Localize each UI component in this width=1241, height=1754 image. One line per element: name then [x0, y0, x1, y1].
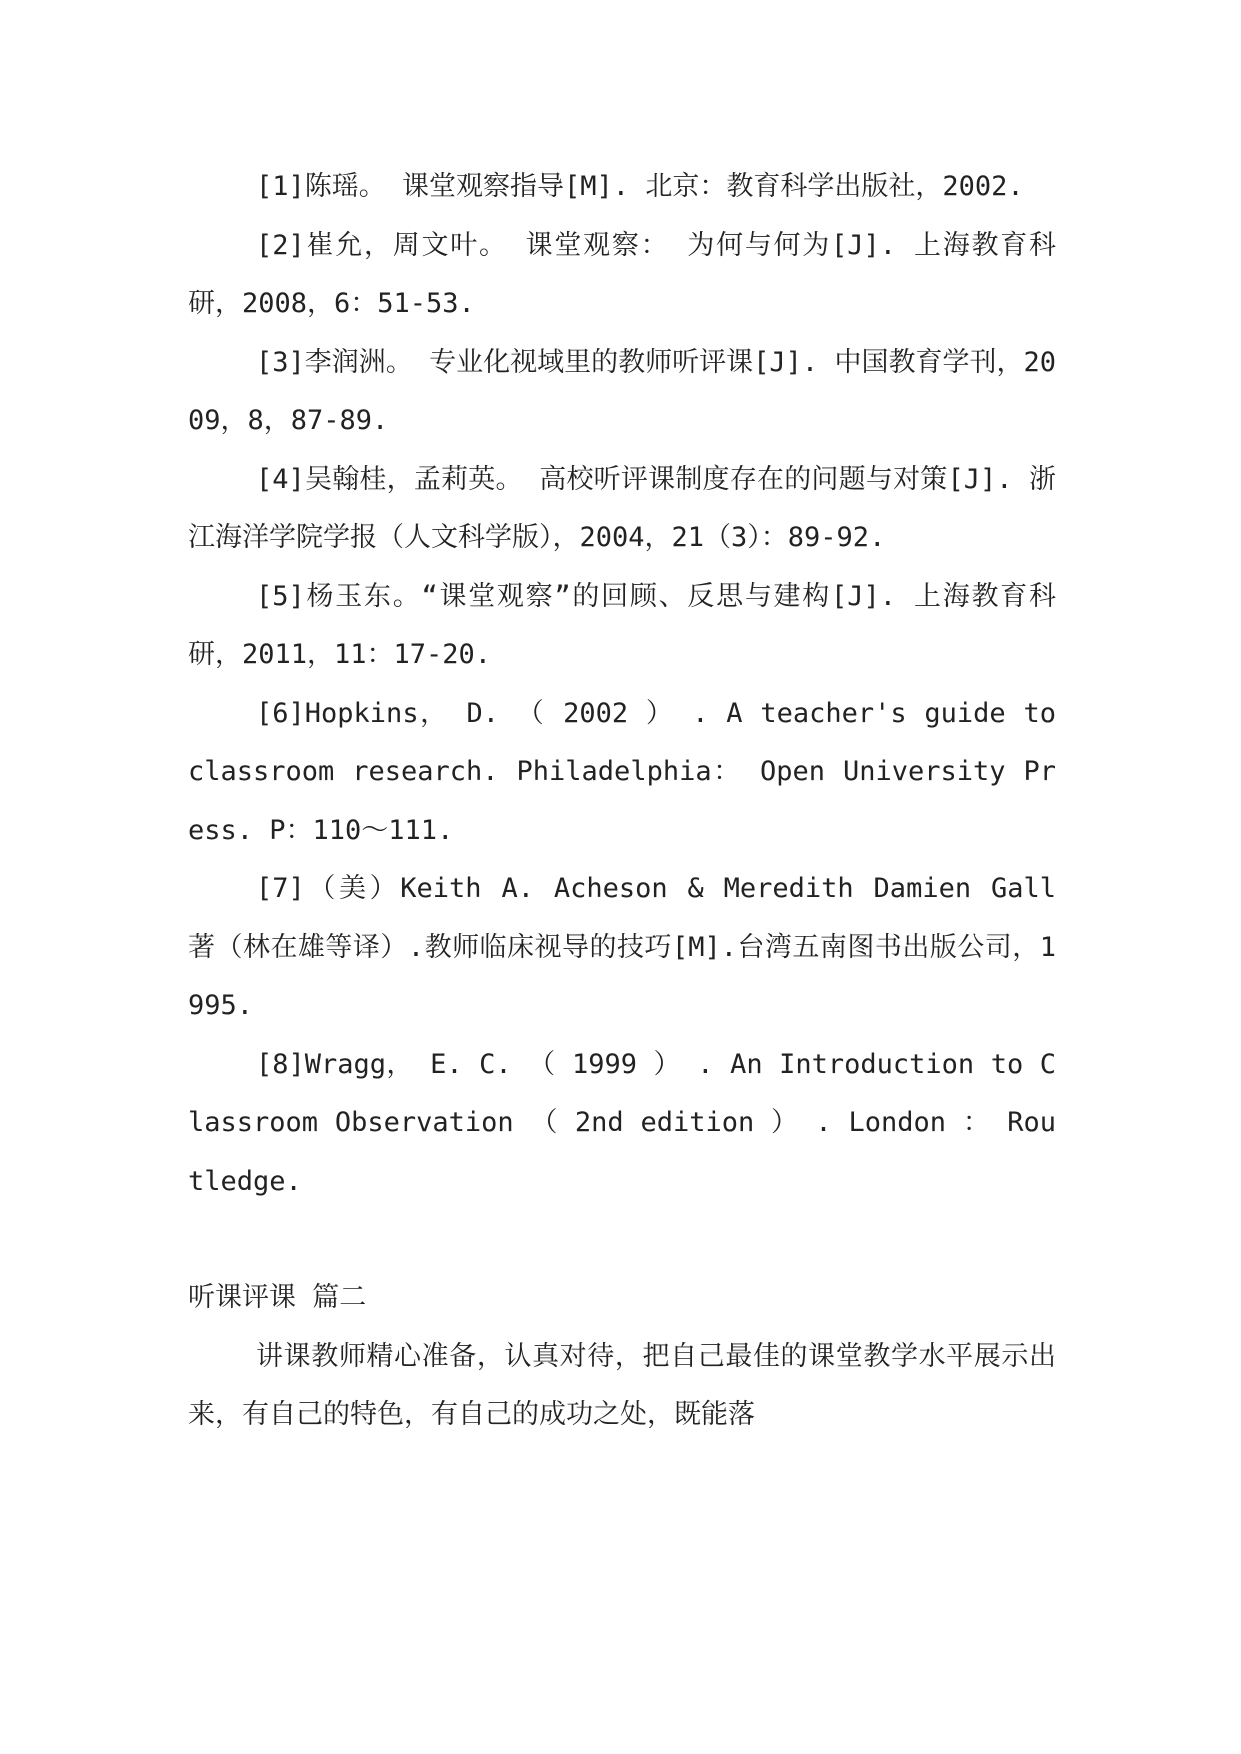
- reference-text: 陈瑶。 课堂观察指导[M]. 北京：教育科学出版社，2002.: [304, 171, 1024, 202]
- reference-text: 李润洲。 专业化视域里的教师听评课[J]. 中国教育学刊，2009，8，87-89.: [188, 346, 1056, 436]
- reference-text: （美）Keith A. Acheson & Meredith Damien Gall 著（林在雄等译）.教师临床视导的技巧[M].台湾五南图书出版公司，1995.: [188, 873, 1056, 1021]
- reference-number: [6]: [256, 697, 305, 729]
- reference-item: [188, 217, 1056, 334]
- reference-text: Hopkins， D. （ 2002 ） . A teacher's guide to classroom research. Philadelphia： Open University Press. P：110～111.: [188, 697, 1056, 846]
- reference-item: [188, 158, 1056, 217]
- section-title: 听课评课 篇二: [188, 1282, 367, 1313]
- reference-item: [188, 334, 1056, 451]
- document-body: [188, 158, 1056, 1445]
- reference-number: [3]: [256, 346, 305, 378]
- reference-text: 崔允，周文叶。 课堂观察： 为何与何为[J]. 上海教育科研，2008，6：51-53.: [188, 229, 1056, 319]
- reference-text: Wragg， E. C. （ 1999 ） . An Introduction to Classroom Observation （ 2nd edition ） . London ： Routledge.: [188, 1048, 1056, 1197]
- reference-number: [1]: [256, 171, 305, 202]
- reference-text: 吴翰桂，孟莉英。 高校听评课制度存在的问题与对策[J]. 浙江海洋学院学报（人文科学版），2004，21（3）：89-92.: [188, 463, 1056, 553]
- reference-item: [188, 568, 1056, 685]
- body-paragraph: 讲课教师精心准备，认真对待，把自己最佳的课堂教学水平展示出来，有自己的特色，有自己的成功之处，既能落: [188, 1340, 1056, 1430]
- reference-item: [188, 860, 1056, 1036]
- reference-number: [5]: [256, 580, 305, 612]
- reference-text: 杨玉东。“课堂观察”的回顾、反思与建构[J]. 上海教育科研，2011，11：17-20.: [188, 580, 1056, 670]
- reference-number: [7]: [256, 873, 305, 904]
- reference-item: [188, 1036, 1056, 1212]
- reference-number: [2]: [256, 229, 305, 261]
- reference-item: [188, 685, 1056, 861]
- reference-item: [188, 451, 1056, 568]
- reference-number: [8]: [256, 1048, 305, 1080]
- reference-number: [4]: [256, 463, 305, 495]
